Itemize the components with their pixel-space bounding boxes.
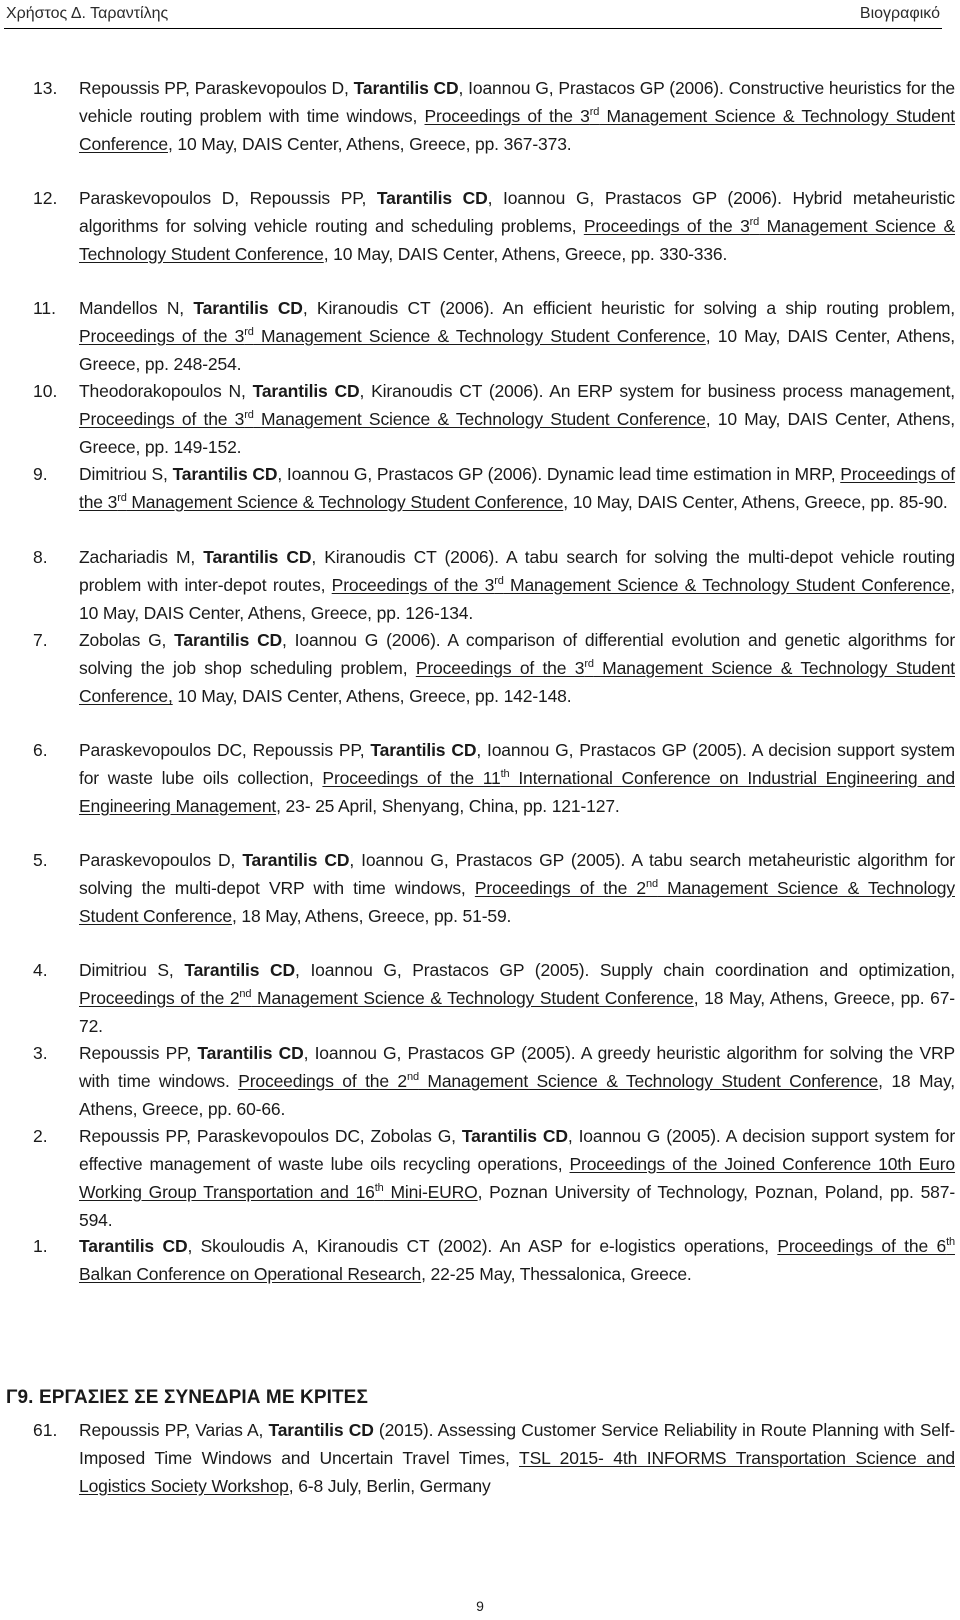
reference-title: , Ioannou G, Prastacos GP (2005). Supply chain coordination and optimization, xyxy=(295,960,955,980)
reference-highlight-author: Tarantilis CD xyxy=(174,630,283,650)
reference-title: , Skouloudis A, Kiranoudis CT (2002). An ASP for e-logistics operations, xyxy=(187,1236,778,1256)
reference-highlight-author: Tarantilis CD xyxy=(461,1126,568,1146)
reference-number: 9. xyxy=(33,464,48,484)
reference-title: , Ioannou G, Prastacos GP (2005). A tabu search metaheuristic algorithm for solving the multi-depot VRP with time windows, xyxy=(79,850,955,898)
reference-details: , 10 May, DAIS Center, Athens, Greece, pp. 126-134. xyxy=(79,575,955,623)
venue-text: Proceedings of the 6 xyxy=(777,1236,947,1256)
reference-details: , 18 May, Athens, Greece, pp. 51-59. xyxy=(231,906,512,926)
reference-text xyxy=(79,626,955,710)
venue-text: Proceedings of the 3 xyxy=(583,216,750,236)
venue-ordinal-suffix: rd xyxy=(494,575,504,587)
reference-venue xyxy=(79,988,694,1008)
reference-text xyxy=(79,1232,955,1288)
venue-ordinal-suffix: rd xyxy=(589,106,600,118)
reference-number: 2. xyxy=(33,1126,48,1146)
reference-details: , 10 May, DAIS Center, Athens, Greece, pp. 149-152. xyxy=(79,409,955,457)
reference-authors: Paraskevopoulos DC, Repoussis PP, xyxy=(79,740,371,760)
reference-title: , Ioannou G, Prastacos GP (2006). Dynamic lead time estimation in MRP, xyxy=(277,464,841,484)
reference-number: 61. xyxy=(33,1420,58,1440)
reference-highlight-author: Tarantilis CD xyxy=(184,960,296,980)
reference-venue xyxy=(332,575,951,595)
venue-text-rest: Management Science & Technology Student Conference xyxy=(79,216,955,264)
reference-highlight-author: Tarantilis CD xyxy=(203,547,312,567)
venue-text: Proceedings of the 2 xyxy=(238,1071,407,1091)
venue-text-rest: Management Science & Technology Student Conference xyxy=(253,326,706,346)
reference-text xyxy=(79,1416,955,1500)
reference-text xyxy=(79,294,955,378)
reference-text xyxy=(79,1122,955,1234)
header-author: Χρήστος Δ. Ταραντίλης xyxy=(6,4,169,22)
venue-text-rest: Balkan Conference on Operational Research xyxy=(79,1264,422,1284)
venue-text: Proceedings of the 2 xyxy=(474,878,646,898)
venue-text-rest: Management Science & Technology Student Conference xyxy=(251,988,694,1008)
venue-text: Proceedings of the 3 xyxy=(79,464,955,512)
reference-title: , Ioannou G, Prastacos GP (2006). Hybrid metaheuristic algorithms for solving vehicle routing and scheduling problems, xyxy=(79,188,955,236)
reference-details: 10 May, DAIS Center, Athens, Greece, pp. 142-148. xyxy=(172,686,572,706)
reference-title: , Ioannou G, Prastacos GP (2005). A decision support system for waste lube oils collection, xyxy=(79,740,955,788)
reference-details: , 10 May, DAIS Center, Athens, Greece, pp. 367-373. xyxy=(167,134,572,154)
venue-ordinal-suffix: th xyxy=(374,1182,384,1194)
reference-authors: Zobolas G, xyxy=(79,630,175,650)
reference-number: 12. xyxy=(33,188,58,208)
reference-details: , 10 May, DAIS Center, Athens, Greece, pp. 85-90. xyxy=(563,492,948,512)
venue-text: Proceedings of the 3 xyxy=(415,658,585,678)
reference-number: 13. xyxy=(33,78,58,98)
reference-highlight-author: Tarantilis CD xyxy=(353,78,459,98)
reference-authors: Theodorakopoulos N, xyxy=(79,381,253,401)
reference-authors: Repoussis PP, Paraskevopoulos DC, Zobolas G, xyxy=(79,1126,462,1146)
reference-title: , Ioannou G (2006). A comparison of differential evolution and genetic algorithms for solving the job shop scheduling problem, xyxy=(79,630,955,678)
reference-number: 11. xyxy=(33,298,57,318)
reference-title: , Ioannou G (2005). A decision support system for effective management of waste lube oils recycling operations, xyxy=(79,1126,956,1174)
reference-number: 1. xyxy=(33,1236,48,1256)
venue-text-rest: Management Science & Technology Student Conference xyxy=(418,1071,879,1091)
venue-text-rest: Management Science & Technology Student Conference xyxy=(79,878,955,926)
venue-text: Proceedings of the 3 xyxy=(424,106,590,126)
running-header xyxy=(6,0,940,27)
header-divider xyxy=(4,28,942,29)
reference-text xyxy=(79,184,955,268)
reference-details: , 18 May, Athens, Greece, pp. 60-66. xyxy=(79,1071,955,1119)
reference-number: 7. xyxy=(33,630,48,650)
venue-text: Proceedings of the Joined Conference 10th Euro Working Group Transportation and 16 xyxy=(79,1154,956,1202)
venue-text: Proceedings of the 3 xyxy=(79,409,245,429)
reference-highlight-author: Tarantilis CD xyxy=(172,464,278,484)
reference-text xyxy=(79,460,955,516)
venue-text-rest: Management Science & Technology Student Conference xyxy=(126,492,564,512)
reference-text xyxy=(79,543,955,627)
venue-ordinal-suffix: rd xyxy=(749,216,760,228)
venue-ordinal-suffix: rd xyxy=(244,409,254,421)
reference-details: , 23- 25 April, Shenyang, China, pp. 121-127. xyxy=(276,796,620,816)
reference-highlight-author: Tarantilis CD xyxy=(197,1043,304,1063)
reference-details: , 6-8 July, Berlin, Germany xyxy=(288,1476,491,1496)
venue-ordinal-suffix: rd xyxy=(584,658,594,670)
page-number: 9 xyxy=(476,1598,484,1614)
reference-text xyxy=(79,74,955,158)
reference-details: , 22-25 May, Thessalonica, Greece. xyxy=(421,1264,692,1284)
venue-text-rest: Management Science & Technology Student Conference xyxy=(253,409,706,429)
reference-venue xyxy=(79,409,706,429)
reference-title: , Ioannou G, Prastacos GP (2006). Constructive heuristics for the vehicle routing problem with time windows, xyxy=(79,78,955,126)
reference-highlight-author: Tarantilis CD xyxy=(370,740,477,760)
reference-highlight-author: Tarantilis CD xyxy=(242,850,350,870)
venue-text: Proceedings of the 3 xyxy=(79,326,245,346)
reference-authors: Mandellos N, xyxy=(79,298,194,318)
venue-text: Proceedings of the 11 xyxy=(322,768,501,788)
reference-authors: Paraskevopoulos D, Repoussis PP, xyxy=(79,188,377,208)
section-heading: Γ9. ΕΡΓΑΣΙΕΣ ΣΕ ΣΥΝΕΔΡΙΑ ΜΕ ΚΡΙΤΕΣ xyxy=(6,1387,368,1408)
reference-text xyxy=(79,377,955,461)
reference-details: , 10 May, DAIS Center, Athens, Greece, pp. 248-254. xyxy=(79,326,955,374)
reference-authors: Dimitriou S, xyxy=(79,464,173,484)
reference-number: 4. xyxy=(33,960,48,980)
venue-ordinal-suffix: th xyxy=(500,768,510,780)
reference-title: , Kiranoudis CT (2006). An efficient heuristic for solving a ship routing problem, xyxy=(302,298,956,318)
reference-authors: Repoussis PP, xyxy=(79,1043,198,1063)
reference-details: , 18 May, Athens, Greece, pp. 67-72. xyxy=(79,988,955,1036)
reference-number: 5. xyxy=(33,850,48,870)
venue-text: Proceedings of the 2 xyxy=(79,988,240,1008)
venue-ordinal-suffix: rd xyxy=(244,326,254,338)
venue-text: Proceedings of the 3 xyxy=(331,575,495,595)
reference-highlight-author: Tarantilis CD xyxy=(376,188,488,208)
reference-text xyxy=(79,736,955,820)
reference-number: 10. xyxy=(33,381,58,401)
venue-text-rest: Management Science & Technology Student Conference xyxy=(79,106,955,154)
reference-authors: Dimitriou S, xyxy=(79,960,185,980)
reference-authors: Paraskevopoulos D, xyxy=(79,850,243,870)
venue-text: TSL 2015- 4th INFORMS Transportation Science and Logistics Society Workshop xyxy=(79,1448,955,1496)
venue-text-rest: Management Science & Technology Student Conference xyxy=(503,575,951,595)
reference-title: , Ioannou G, Prastacos GP (2005). A greedy heuristic algorithm for solving the VRP with time windows. xyxy=(79,1043,955,1091)
venue-text-rest: Management Science & Technology Student Conference, xyxy=(79,658,955,706)
venue-ordinal-suffix: nd xyxy=(645,878,658,890)
venue-ordinal-suffix: rd xyxy=(117,492,127,504)
venue-ordinal-suffix: nd xyxy=(407,1071,419,1083)
reference-highlight-author: Tarantilis CD xyxy=(193,298,303,318)
reference-authors: Repoussis PP, Varias A, xyxy=(79,1420,269,1440)
reference-highlight-author: Tarantilis CD xyxy=(268,1420,374,1440)
reference-details: , Poznan University of Technology, Poznan, Poland, pp. 587-594. xyxy=(79,1182,955,1230)
reference-number: 6. xyxy=(33,740,48,760)
reference-venue xyxy=(79,326,706,346)
header-doc-type: Βιογραφικό xyxy=(859,4,940,22)
venue-text-rest: Mini-EURO xyxy=(383,1182,478,1202)
reference-title: , Kiranoudis CT (2006). A tabu search for solving the multi-depot vehicle routing problem with inter-depot routes, xyxy=(79,547,956,595)
reference-authors: Repoussis PP, Paraskevopoulos D, xyxy=(79,78,354,98)
venue-text-rest: International Conference on Industrial Engineering and Engineering Management xyxy=(79,768,956,816)
reference-title: , Kiranoudis CT (2006). An ERP system for business process management, xyxy=(359,381,955,401)
reference-text xyxy=(79,846,955,930)
reference-number: 3. xyxy=(33,1043,48,1063)
venue-ordinal-suffix: nd xyxy=(239,988,252,1000)
venue-ordinal-suffix: th xyxy=(946,1236,955,1248)
reference-venue xyxy=(238,1071,878,1091)
reference-text xyxy=(79,1039,955,1123)
reference-title: (2015). Assessing Customer Service Reliability in Route Planning with Self-Imposed Time Windows and Uncertain Travel Times, xyxy=(79,1420,955,1468)
reference-highlight-author: Tarantilis CD xyxy=(252,381,360,401)
reference-text xyxy=(79,956,955,1040)
reference-details: , 10 May, DAIS Center, Athens, Greece, pp. 330-336. xyxy=(323,244,728,264)
reference-highlight-author: Tarantilis CD xyxy=(79,1236,188,1256)
reference-authors: Zachariadis M, xyxy=(79,547,204,567)
reference-number: 8. xyxy=(33,547,48,567)
